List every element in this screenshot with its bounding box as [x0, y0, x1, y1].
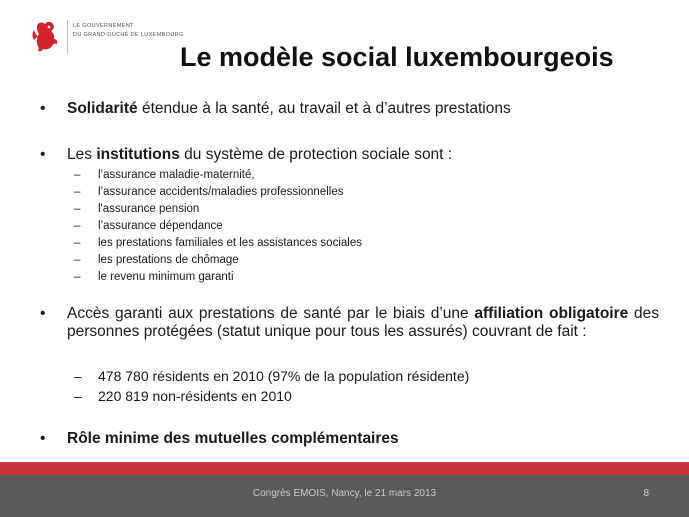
bullet-dot: • — [40, 100, 46, 117]
bullet-dot: • — [40, 430, 46, 447]
bullet-text — [67, 146, 452, 164]
footer-bar — [0, 475, 689, 517]
list-item-text: 478 780 résidents en 2010 (97% de la population résidente) — [98, 368, 470, 384]
dash: – — [74, 368, 82, 384]
list-item-text: le revenu minimum garanti — [98, 271, 234, 283]
list-item-text: l’assurance accidents/maladies professionnelles — [98, 186, 344, 198]
dash: – — [74, 388, 82, 404]
bullet-bold: institutions — [96, 146, 180, 163]
bullet-dot: • — [40, 146, 46, 163]
bullet-bold: Solidarité — [67, 100, 138, 117]
bullet-bold: affiliation obligatoire — [474, 305, 629, 322]
lion-icon — [30, 18, 60, 54]
list-item-text: les prestations de chômage — [98, 254, 239, 266]
bullet-acces — [67, 305, 659, 340]
bullet-post: des personnes protégées (statut unique pour tous les assurés) couvrant de fait : — [67, 305, 659, 340]
logo-line-2: DU GRAND-DUCHÉ DE LUXEMBOURG — [73, 32, 184, 38]
bullet-pre: Accès garanti aux prestations de santé par le biais d’une — [67, 305, 475, 322]
list-item-text: l’assurance dépendance — [98, 220, 223, 232]
dash: – — [74, 203, 81, 215]
list-item-text: l'assurance pension — [98, 203, 200, 215]
list-item-text: 220 819 non-résidents en 2010 — [98, 388, 292, 404]
logo-divider — [67, 20, 68, 54]
dash: – — [74, 237, 81, 249]
dash: – — [74, 169, 81, 181]
bullet-text — [67, 100, 511, 118]
list-item-text: les prestations familiales et les assistances sociales — [98, 237, 362, 249]
footer-text: Congrès EMOIS, Nancy, le 21 mars 2013 — [252, 488, 437, 499]
dash: – — [74, 254, 81, 266]
dash: – — [74, 220, 81, 232]
page-number: 8 — [643, 488, 649, 499]
slide-title: Le modèle social luxembourgeois — [180, 42, 614, 72]
bullet-post: du système de protection sociale sont : — [179, 146, 453, 163]
list-item-text: l’assurance maladie-maternité, — [98, 169, 255, 181]
logo-line-1: LE GOUVERNEMENT — [73, 23, 134, 29]
footer-accent-bar — [0, 462, 689, 475]
bullet-text — [67, 430, 399, 448]
bullet-bold: Rôle minime des mutuelles complémentaires — [67, 430, 399, 447]
logo-text — [73, 22, 184, 40]
bullet-pre: Les — [67, 146, 97, 163]
dash: – — [74, 186, 81, 198]
government-logo — [30, 18, 200, 58]
bullet-dot: • — [40, 305, 46, 322]
dash: – — [74, 271, 81, 283]
bullet-rest: étendue à la santé, au travail et à d’autres prestations — [137, 100, 511, 117]
